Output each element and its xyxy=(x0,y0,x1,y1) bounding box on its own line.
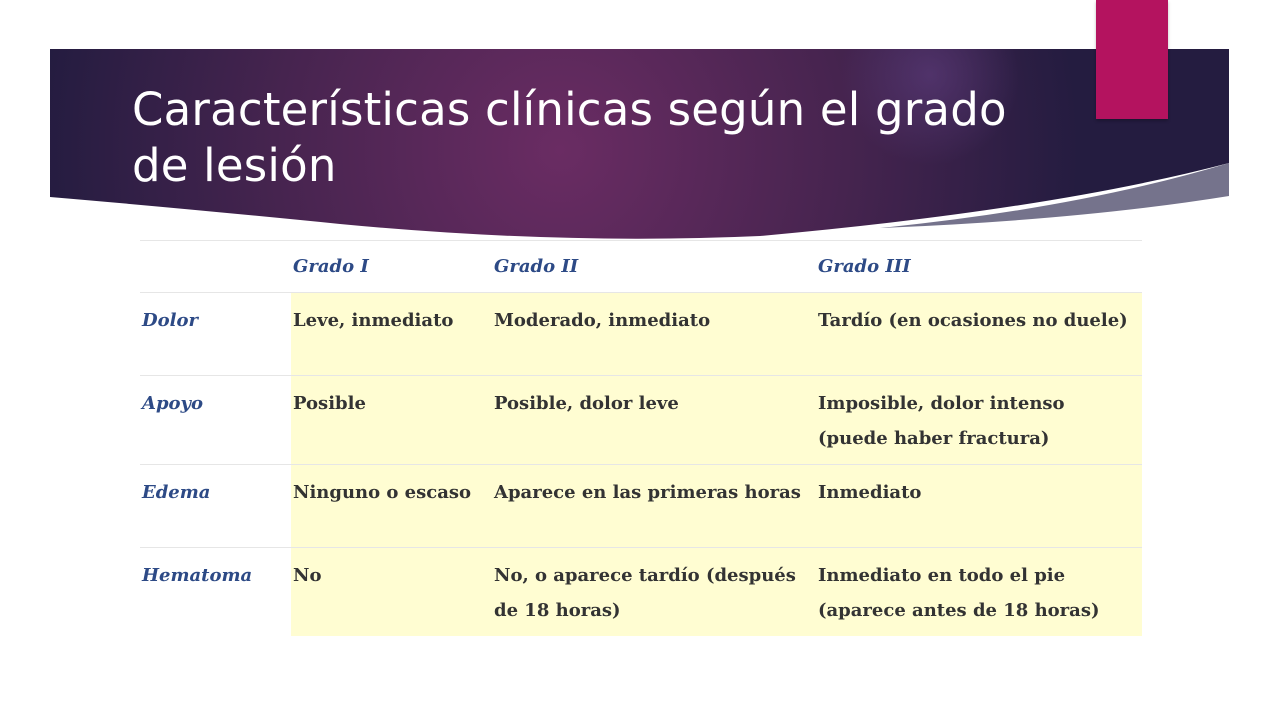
row-label-hematoma: Hematoma xyxy=(140,548,291,637)
table-header-row xyxy=(140,241,1142,293)
table-cell: Inmediato xyxy=(816,465,1142,548)
table-cell: Leve, inmediato xyxy=(291,293,492,376)
row-label-edema: Edema xyxy=(140,465,291,548)
table-row xyxy=(140,548,1142,637)
table-cell: No xyxy=(291,548,492,637)
table-cell: No, o aparece tardío (después de 18 horas) xyxy=(492,548,816,637)
grades-table xyxy=(140,240,1142,636)
table-row xyxy=(140,376,1142,465)
row-label-apoyo: Apoyo xyxy=(140,376,291,465)
table-cell: Moderado, inmediato xyxy=(492,293,816,376)
table-row xyxy=(140,465,1142,548)
table-cell: Aparece en las primeras horas xyxy=(492,465,816,548)
table-cell: Ninguno o escaso xyxy=(291,465,492,548)
header-grado-2: Grado II xyxy=(492,241,816,293)
grades-table-container xyxy=(140,240,1142,636)
accent-tab xyxy=(1096,0,1168,119)
table-row xyxy=(140,293,1142,376)
table-cell: Posible xyxy=(291,376,492,465)
table-cell: Imposible, dolor intenso (puede haber fractura) xyxy=(816,376,1142,465)
table-cell: Posible, dolor leve xyxy=(492,376,816,465)
slide-title: Características clínicas según el grado de lesión xyxy=(132,83,1007,192)
table-cell: Inmediato en todo el pie (aparece antes de 18 horas) xyxy=(816,548,1142,637)
header-corner xyxy=(140,241,291,293)
header-grado-3: Grado III xyxy=(816,241,1142,293)
header-grado-1: Grado I xyxy=(291,241,492,293)
row-label-dolor: Dolor xyxy=(140,293,291,376)
table-cell: Tardío (en ocasiones no duele) xyxy=(816,293,1142,376)
